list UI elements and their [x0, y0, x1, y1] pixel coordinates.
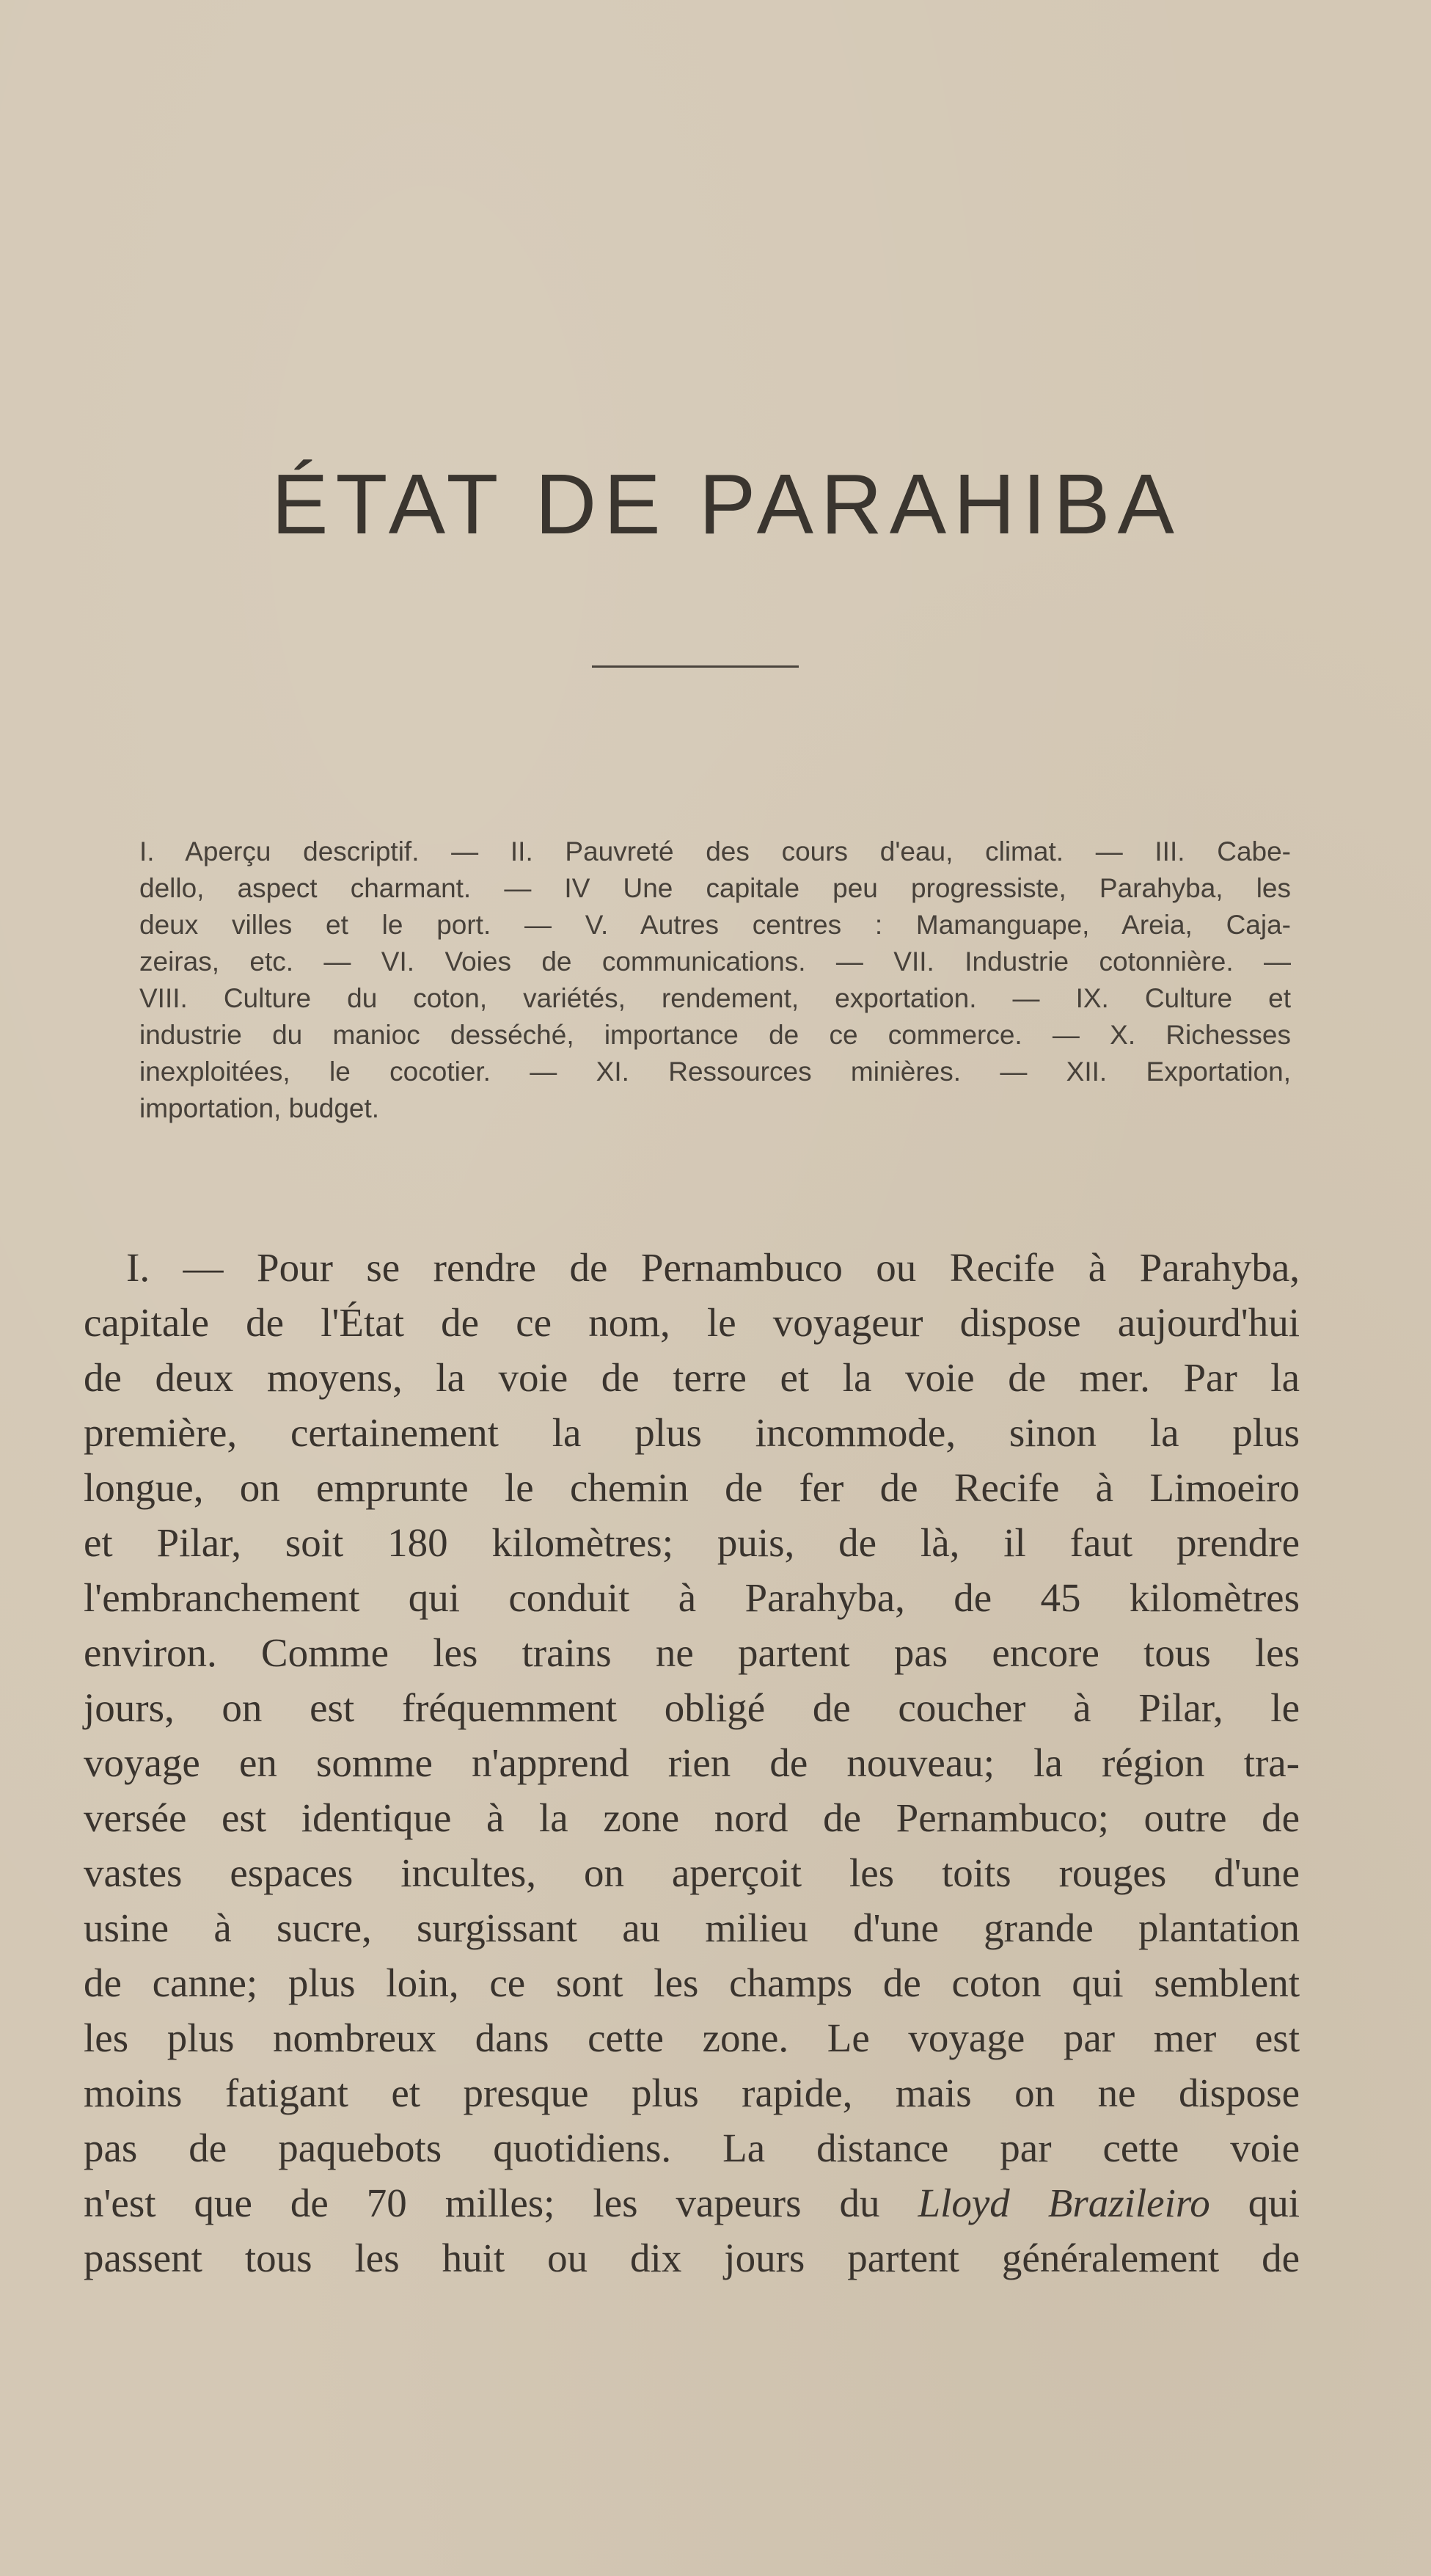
body-line: passent tous les huit ou dix jours partent généralement de — [84, 2236, 1300, 2280]
body-line: versée est identique à la zone nord de Pernambuco; outre de — [84, 1795, 1300, 1840]
body-line: voyage en somme n'apprend rien de nouveau; la région tra- — [84, 1740, 1300, 1785]
body-line: longue, on emprunte le chemin de fer de Recife à Limoeiro — [84, 1465, 1300, 1510]
body-line-with-italic — [84, 2175, 1300, 2230]
body-line: et Pilar, soit 180 kilomètres; puis, de là, il faut prendre — [84, 1520, 1300, 1565]
summary-line: VIII. Culture du coton, variétés, rendement, exportation. — IX. Culture et — [139, 983, 1291, 1013]
body-line-text: qui — [1209, 2181, 1300, 2225]
summary-line: I. Aperçu descriptif. — II. Pauvreté des cours d'eau, climat. — III. Cabe- — [139, 836, 1291, 866]
page-title: ÉTAT DE PARAHIBA — [271, 456, 1182, 552]
summary-line: inexploitées, le cocotier. — XI. Ressources minières. — XII. Exportation, — [139, 1057, 1291, 1087]
body-line: capitale de l'État de ce nom, le voyageur dispose aujourd'hui — [84, 1300, 1300, 1345]
summary-line: zeiras, etc. — VI. Voies de communications. — VII. Industrie cotonnière. — — [139, 946, 1291, 977]
summary-line: industrie du manioc desséché, importance de ce commerce. — X. Richesses — [139, 1020, 1291, 1050]
body-line-text: n'est que de 70 milles; les vapeurs du — [84, 2181, 918, 2225]
body-line: les plus nombreux dans cette zone. Le voyage par mer est — [84, 2015, 1300, 2060]
body-line: jours, on est fréquemment obligé de coucher à Pilar, le — [84, 1685, 1300, 1730]
body-paragraph — [84, 1240, 1300, 2285]
ship-line-name: Lloyd Brazileiro — [918, 2181, 1210, 2225]
summary-line: importation, budget. — [139, 1093, 380, 1123]
body-line: de canne; plus loin, ce sont les champs de coton qui semblent — [84, 1960, 1300, 2005]
body-line: moins fatigant et presque plus rapide, mais on ne dispose — [84, 2070, 1300, 2115]
body-line: environ. Comme les trains ne partent pas encore tous les — [84, 1630, 1300, 1675]
title-divider — [592, 665, 799, 668]
body-line: de deux moyens, la voie de terre et la voie de mer. Par la — [84, 1355, 1300, 1400]
body-line: première, certainement la plus incommode, sinon la plus — [84, 1410, 1300, 1455]
summary-line: dello, aspect charmant. — IV Une capitale peu progressiste, Parahyba, les — [139, 873, 1291, 903]
body-line: l'embranchement qui conduit à Parahyba, de 45 kilomètres — [84, 1575, 1300, 1620]
summary-line: deux villes et le port. — V. Autres centres : Mamanguape, Areia, Caja- — [139, 910, 1291, 940]
body-line: usine à sucre, surgissant au milieu d'une grande plantation — [84, 1905, 1300, 1950]
body-line: I. — Pour se rendre de Pernambuco ou Recife à Parahyba, — [126, 1245, 1300, 1290]
chapter-summary — [139, 833, 1291, 1127]
body-line: pas de paquebots quotidiens. La distance par cette voie — [84, 2126, 1300, 2170]
body-line: vastes espaces incultes, on aperçoit les toits rouges d'une — [84, 1850, 1300, 1895]
